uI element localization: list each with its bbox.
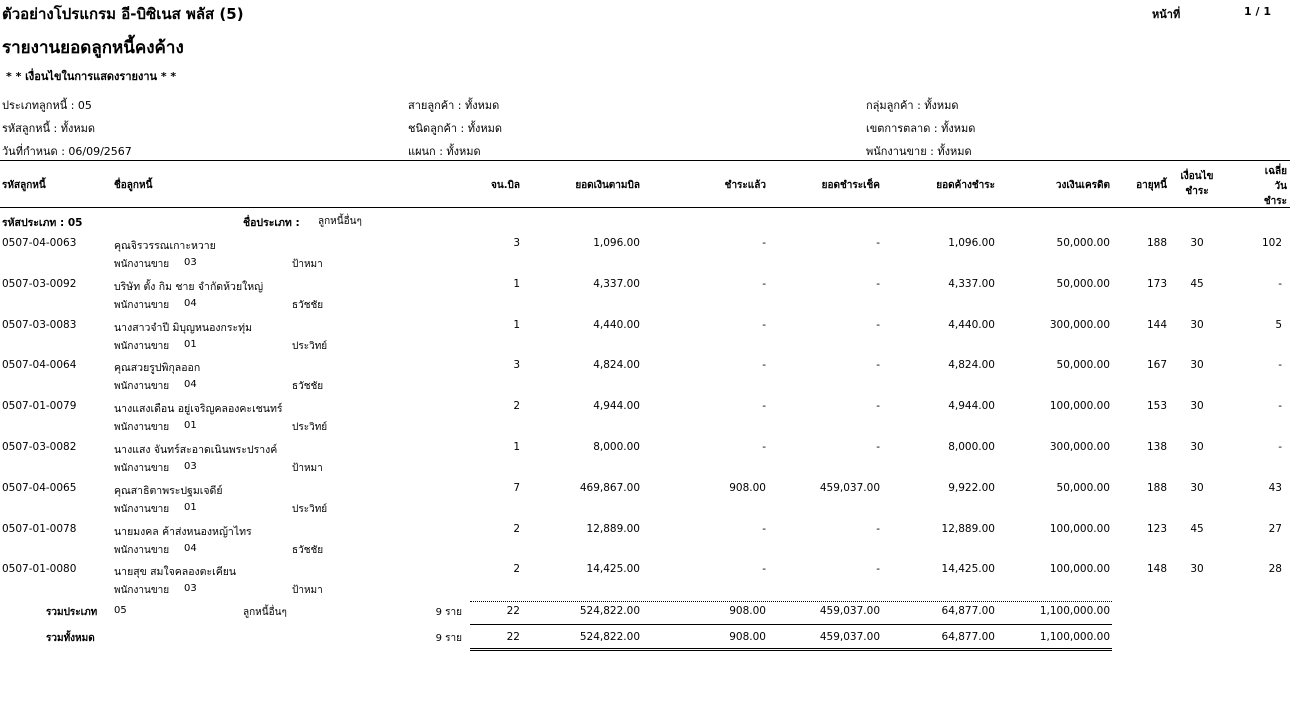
subtotal-top-rule [470,601,1112,602]
row-credit: 100,000.00 [1049,523,1110,535]
row-terms: 30 [1190,400,1204,412]
row-code: 0507-04-0063 [2,237,77,249]
page-number: 1 / 1 [1244,5,1271,18]
row-terms: 45 [1190,523,1204,535]
row-avg: 102 [1261,237,1282,249]
row-paid: - [762,278,766,290]
row-name: บริษัท ตั้ง กิม ชาย จำกัดห้วยใหญ่ [114,281,264,293]
row-name: คุณจิรวรรณเกาะหวาย [114,240,216,252]
row-paid: - [762,523,766,535]
row-code: 0507-01-0079 [2,400,77,412]
salesperson-label: พนักงานขาย [114,504,170,515]
row-balance: 14,425.00 [941,563,995,575]
col-avg-2: วัน [1274,181,1287,192]
row-balance: 4,824.00 [948,359,995,371]
total-label: รวมทั้งหมด [46,633,95,644]
row-cheque: - [876,278,880,290]
row-avg: 27 [1268,523,1282,535]
header-top-rule [0,160,1290,161]
filter-salesperson: พนักงานขาย : ทั้งหมด [866,145,972,158]
salesperson-label: พนักงานขาย [114,381,170,392]
row-bills: 3 [513,237,520,249]
salesperson-name: ธวัชชัย [292,300,324,311]
row-bills: 7 [513,482,520,494]
row-code: 0507-04-0065 [2,482,77,494]
row-avg: 28 [1268,563,1282,575]
salesperson-code: 03 [184,257,197,268]
row-avg: - [1278,359,1282,371]
row-avg: - [1278,278,1282,290]
total-credit: 1,100,000.00 [1039,631,1110,643]
row-bills: 3 [513,359,520,371]
row-balance: 9,922.00 [948,482,995,494]
row-balance: 4,944.00 [948,400,995,412]
subtotal-count: 9 ราย [435,607,462,618]
row-paid: - [762,359,766,371]
salesperson-code: 01 [184,502,197,513]
filter-customer-group: กลุ่มลูกค้า : ทั้งหมด [866,99,959,112]
subtotal-bottom-rule [470,624,1112,625]
row-age: 148 [1146,563,1167,575]
subtotal-paid: 908.00 [729,605,766,617]
row-age: 173 [1146,278,1167,290]
row-cheque: - [876,441,880,453]
row-balance: 12,889.00 [941,523,995,535]
row-code: 0507-03-0092 [2,278,77,290]
col-cheque: ยอดชำระเช็ค [821,180,880,191]
subtotal-balance: 64,877.00 [941,605,995,617]
row-amount: 4,944.00 [593,400,640,412]
salesperson-label: พนักงานขาย [114,341,170,352]
row-code: 0507-03-0082 [2,441,77,453]
col-credit: วงเงินเครดิต [1055,180,1110,191]
row-bills: 2 [513,523,520,535]
company-name: ตัวอย่างโปรแกรม อี-บิซิเนส พลัส (5) [2,5,244,23]
row-code: 0507-01-0080 [2,563,77,575]
salesperson-name: ป้าหมา [292,585,323,596]
row-amount: 469,867.00 [579,482,640,494]
row-cheque: - [876,237,880,249]
salesperson-code: 01 [184,420,197,431]
total-cheque: 459,037.00 [819,631,880,643]
col-terms-2: ชำระ [1185,186,1209,197]
row-cheque: - [876,563,880,575]
row-code: 0507-01-0078 [2,523,77,535]
page-label: หน้าที่ [1152,8,1181,21]
subtotal-name: ลูกหนี้อื่นๆ [243,607,287,618]
col-paid: ชำระแล้ว [724,180,766,191]
row-age: 153 [1146,400,1167,412]
total-amount: 524,822.00 [579,631,640,643]
row-paid: - [762,441,766,453]
subtotal-bills: 22 [506,605,520,617]
row-age: 144 [1146,319,1167,331]
row-code: 0507-04-0064 [2,359,77,371]
row-name: นางแสงเดือน อยู่เจริญคลองคะเชนทร์ [114,403,283,415]
subtotal-amount: 524,822.00 [579,605,640,617]
row-paid: - [762,400,766,412]
filter-customer-line: สายลูกค้า : ทั้งหมด [408,99,500,112]
row-name: นางสาวจำปี มิบุญหนองกระทุ่ม [114,322,252,334]
salesperson-label: พนักงานขาย [114,463,170,474]
row-amount: 12,889.00 [586,523,640,535]
row-amount: 14,425.00 [586,563,640,575]
row-cheque: - [876,359,880,371]
row-name: นายสุข สมใจคลองตะเคียน [114,566,237,578]
col-code: รหัสลูกหนี้ [2,180,46,191]
row-age: 188 [1146,482,1167,494]
col-bills: จน.บิล [491,180,520,191]
row-credit: 100,000.00 [1049,400,1110,412]
salesperson-label: พนักงานขาย [114,585,170,596]
group-name-label: ชื่อประเภท : [243,217,300,229]
row-terms: 30 [1190,563,1204,575]
row-terms: 30 [1190,482,1204,494]
row-name: นายมงคล ค้าส่งหนองหญ้าไทร [114,526,252,538]
total-bills: 22 [506,631,520,643]
salesperson-name: ประวิทย์ [292,422,328,433]
row-avg: 5 [1275,319,1282,331]
col-balance: ยอดค้างชำระ [936,180,995,191]
salesperson-name: ประวิทย์ [292,341,328,352]
total-count: 9 ราย [435,633,462,644]
row-credit: 100,000.00 [1049,563,1110,575]
row-credit: 50,000.00 [1056,237,1110,249]
row-bills: 1 [513,278,520,290]
row-paid: - [762,319,766,331]
row-age: 188 [1146,237,1167,249]
row-terms: 45 [1190,278,1204,290]
filter-department: แผนก : ทั้งหมด [408,145,481,158]
salesperson-name: ธวัชชัย [292,381,324,392]
row-paid: - [762,237,766,249]
row-cheque: - [876,319,880,331]
filter-customer-kind: ชนิดลูกค้า : ทั้งหมด [408,122,503,135]
row-terms: 30 [1190,441,1204,453]
total-balance: 64,877.00 [941,631,995,643]
salesperson-label: พนักงานขาย [114,259,170,270]
row-avg: - [1278,441,1282,453]
row-age: 123 [1146,523,1167,535]
row-name: คุณสวยรูปพิกุลออก [114,362,201,374]
filter-debtor-code: รหัสลูกหนี้ : ทั้งหมด [2,122,96,135]
filter-market-zone: เขตการตลาด : ทั้งหมด [866,122,976,135]
filter-due-date: วันที่กำหนด : 06/09/2567 [2,145,132,158]
total-double-rule [470,648,1112,651]
report-title: รายงานยอดลูกหนี้คงค้าง [2,38,184,58]
row-terms: 30 [1190,359,1204,371]
row-credit: 300,000.00 [1049,319,1110,331]
row-cheque: - [876,523,880,535]
col-avg-1: เฉลี่ย [1264,166,1287,177]
row-code: 0507-03-0083 [2,319,77,331]
row-amount: 1,096.00 [593,237,640,249]
salesperson-name: ป้าหมา [292,463,323,474]
row-bills: 1 [513,441,520,453]
row-amount: 8,000.00 [593,441,640,453]
row-balance: 1,096.00 [948,237,995,249]
row-age: 138 [1146,441,1167,453]
row-amount: 4,440.00 [593,319,640,331]
row-credit: 50,000.00 [1056,278,1110,290]
salesperson-code: 01 [184,339,197,350]
row-name: นางแสง จันทร์สะอาดเนินพระปรางค์ [114,444,278,456]
conditions-title: * * เงื่อนไขในการแสดงรายงาน * * [6,70,177,83]
row-bills: 2 [513,400,520,412]
salesperson-name: ป้าหมา [292,259,323,270]
row-balance: 4,337.00 [948,278,995,290]
row-bills: 1 [513,319,520,331]
subtotal-credit: 1,100,000.00 [1039,605,1110,617]
salesperson-code: 04 [184,379,197,390]
row-credit: 50,000.00 [1056,482,1110,494]
salesperson-name: ประวิทย์ [292,504,328,515]
row-paid: 908.00 [729,482,766,494]
row-balance: 8,000.00 [948,441,995,453]
row-balance: 4,440.00 [948,319,995,331]
salesperson-code: 03 [184,583,197,594]
row-terms: 30 [1190,319,1204,331]
salesperson-code: 03 [184,461,197,472]
subtotal-code: 05 [114,605,127,616]
salesperson-label: พนักงานขาย [114,422,170,433]
total-paid: 908.00 [729,631,766,643]
salesperson-name: ธวัชชัย [292,545,324,556]
group-name-value: ลูกหนี้อื่นๆ [318,216,362,227]
row-name: คุณสาธิตาพระปฐมเจดีย์ [114,485,223,497]
row-avg: - [1278,400,1282,412]
salesperson-code: 04 [184,298,197,309]
col-terms-1: เงื่อนไข [1180,171,1214,182]
row-bills: 2 [513,563,520,575]
row-cheque: 459,037.00 [819,482,880,494]
row-terms: 30 [1190,237,1204,249]
row-amount: 4,824.00 [593,359,640,371]
row-age: 167 [1146,359,1167,371]
row-amount: 4,337.00 [593,278,640,290]
filter-debtor-type: ประเภทลูกหนี้ : 05 [2,99,92,112]
col-age: อายุหนี้ [1136,180,1167,191]
col-amount: ยอดเงินตามบิล [575,180,640,191]
salesperson-code: 04 [184,543,197,554]
header-bottom-rule [0,207,1290,208]
subtotal-cheque: 459,037.00 [819,605,880,617]
col-avg-3: ชำระ [1263,196,1287,207]
subtotal-label: รวมประเภท [46,607,98,618]
salesperson-label: พนักงานขาย [114,300,170,311]
row-cheque: - [876,400,880,412]
col-name: ชื่อลูกหนี้ [114,180,153,191]
group-code: รหัสประเภท : 05 [2,217,83,229]
row-avg: 43 [1268,482,1282,494]
salesperson-label: พนักงานขาย [114,545,170,556]
row-credit: 300,000.00 [1049,441,1110,453]
row-paid: - [762,563,766,575]
row-credit: 50,000.00 [1056,359,1110,371]
